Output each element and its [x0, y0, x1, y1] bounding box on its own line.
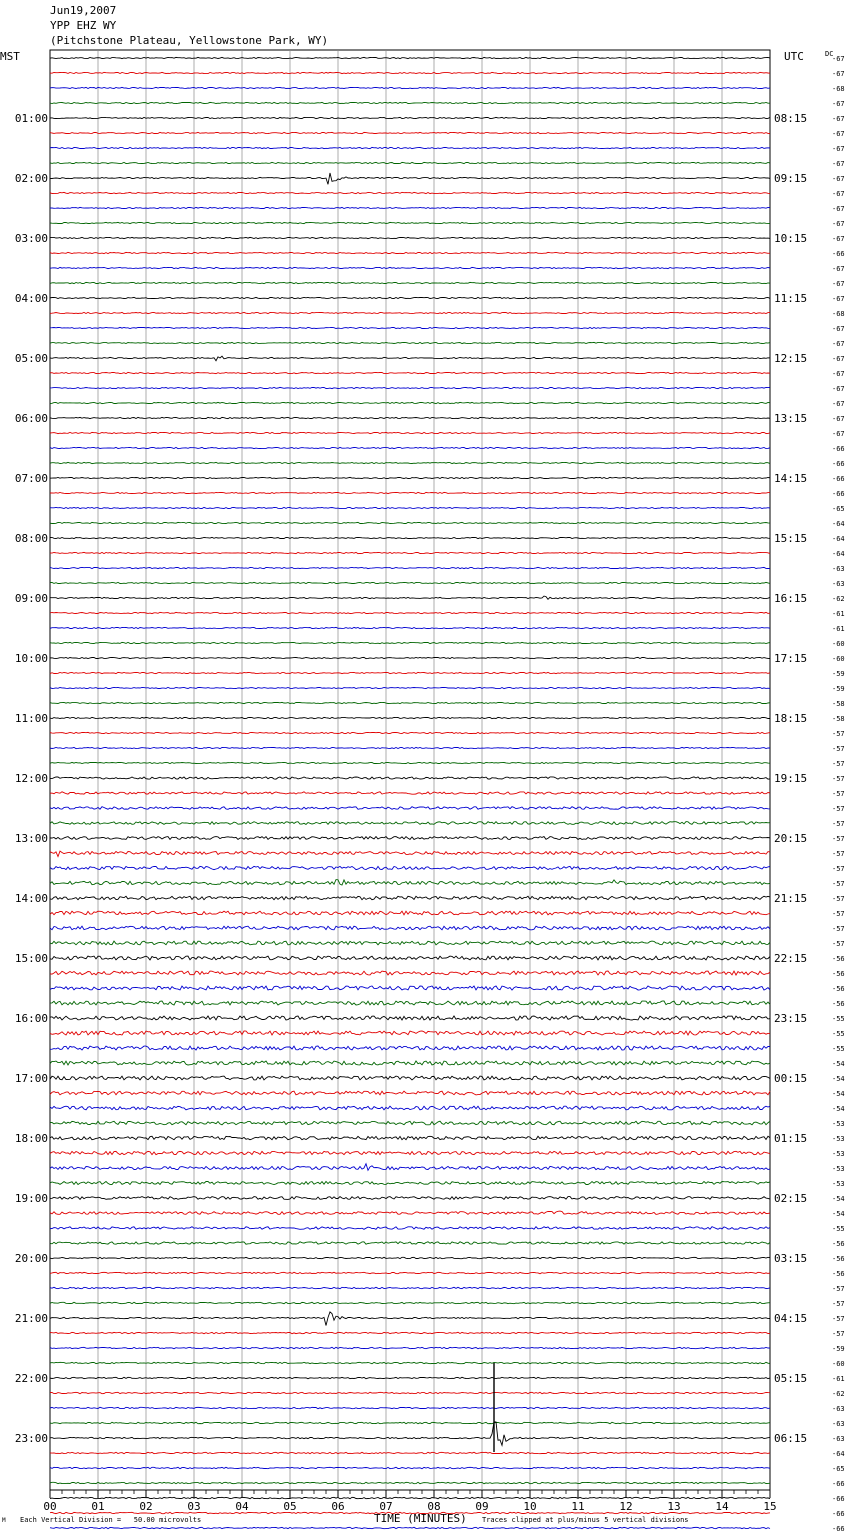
dc-offset-label: -57: [832, 1330, 845, 1338]
dc-offset-label: -66: [832, 490, 845, 498]
dc-offset-label: -67: [832, 430, 845, 438]
trace-line: [50, 971, 770, 975]
trace-line: [50, 1001, 770, 1005]
trace-line: [50, 297, 770, 298]
dc-offset-label: -56: [832, 1000, 845, 1008]
trace-line: [50, 102, 770, 103]
trace-line: [50, 477, 770, 478]
dc-offset-label: -60: [832, 1360, 845, 1368]
dc-offset-label: -54: [832, 1060, 845, 1068]
dc-offset-label: -67: [832, 205, 845, 213]
dc-offset-label: -57: [832, 850, 845, 858]
trace-line: [50, 777, 770, 779]
dc-offset-label: -61: [832, 610, 845, 618]
dc-offset-label: -56: [832, 985, 845, 993]
dc-offset-label: -54: [832, 1105, 845, 1113]
trace-line: [50, 911, 770, 915]
dc-offset-label: -56: [832, 955, 845, 963]
trace-line: [50, 1164, 770, 1171]
dc-offset-label: -66: [832, 1510, 845, 1518]
utc-hour-label: 12:15: [774, 352, 808, 365]
dc-offset-label: -57: [832, 880, 845, 888]
trace-line: [50, 1121, 770, 1125]
mst-hour-label: 20:00: [14, 1252, 48, 1265]
dc-offset-label: -67: [832, 280, 845, 288]
trace-line: [50, 552, 770, 553]
dc-offset-label: -60: [832, 655, 845, 663]
trace-line: [50, 492, 770, 493]
trace-line: [50, 1377, 770, 1378]
corner-mark: M: [2, 1517, 6, 1524]
utc-hour-label: 06:15: [774, 1432, 808, 1445]
mst-hour-label: 15:00: [14, 952, 48, 965]
dc-offset-label: -55: [832, 1045, 845, 1053]
dc-offset-label: -55: [832, 1015, 845, 1023]
x-tick-label: 11: [571, 1500, 585, 1513]
dc-offset-label: -67: [832, 400, 845, 408]
trace-line: [50, 1407, 770, 1408]
utc-hour-label: 13:15: [774, 412, 808, 425]
dc-offset-label: -67: [832, 415, 845, 423]
plot-frame: [50, 50, 770, 1490]
trace-line: [50, 1362, 770, 1363]
trace-line: [50, 447, 770, 448]
trace-line: [50, 1347, 770, 1348]
dc-offset-label: -56: [832, 1255, 845, 1263]
trace-line: [50, 72, 770, 73]
trace-line: [50, 792, 770, 794]
utc-label: UTC: [784, 50, 804, 63]
dc-offset-label: -64: [832, 1450, 845, 1458]
trace-line: [50, 1197, 770, 1200]
dc-offset-label: -67: [832, 355, 845, 363]
clip-note: Traces clipped at plus/minus 5 vertical divisions: [482, 1516, 689, 1524]
dc-offset-label: -58: [832, 700, 845, 708]
trace-line: [50, 880, 770, 885]
dc-offset-label: -57: [832, 820, 845, 828]
trace-line: [50, 1046, 770, 1050]
x-tick-label: 02: [139, 1500, 153, 1513]
utc-hour-label: 09:15: [774, 172, 808, 185]
trace-line: [50, 1016, 770, 1020]
dc-offset-label: -67: [832, 115, 845, 123]
trace-line: [50, 372, 770, 373]
trace-line: [50, 612, 770, 613]
utc-hour-label: 15:15: [774, 532, 808, 545]
utc-hour-label: 02:15: [774, 1192, 808, 1205]
trace-line: [50, 732, 770, 733]
x-tick-label: 04: [235, 1500, 249, 1513]
dc-offset-label: -67: [832, 325, 845, 333]
x-tick-label: 05: [283, 1500, 297, 1513]
trace-line: [50, 1497, 770, 1498]
dc-offset-label: -64: [832, 550, 845, 558]
mst-hour-label: 01:00: [14, 112, 48, 125]
dc-offset-label: -62: [832, 1390, 845, 1398]
trace-line: [50, 717, 770, 718]
dc-offset-label: -56: [832, 970, 845, 978]
dc-offset-label: -53: [832, 1165, 845, 1173]
dc-offset-label: -67: [832, 370, 845, 378]
dc-offset-label: -53: [832, 1180, 845, 1188]
utc-hour-label: 22:15: [774, 952, 808, 965]
dc-offset-label: -67: [832, 385, 845, 393]
dc-offset-label: -58: [832, 715, 845, 723]
trace-line: [50, 522, 770, 523]
utc-hour-label: 17:15: [774, 652, 808, 665]
trace-line: [50, 327, 770, 328]
x-axis-title: TIME (MINUTES): [374, 1512, 467, 1525]
trace-line: [50, 1182, 770, 1185]
trace-line: [50, 1091, 770, 1095]
trace-line: [50, 1422, 770, 1445]
trace-line: [50, 596, 770, 599]
utc-hour-label: 05:15: [774, 1372, 808, 1385]
dc-offset-label: -57: [832, 730, 845, 738]
dc-offset-label: -66: [832, 1480, 845, 1488]
dc-offset-label: -57: [832, 760, 845, 768]
trace-line: [50, 672, 770, 673]
mst-hour-label: 12:00: [14, 772, 48, 785]
trace-line: [50, 702, 770, 703]
trace-line: [50, 192, 770, 193]
dc-offset-label: -67: [832, 145, 845, 153]
trace-line: [50, 627, 770, 628]
trace-line: [50, 762, 770, 763]
dc-offset-label: -66: [832, 475, 845, 483]
utc-hour-label: 10:15: [774, 232, 808, 245]
trace-line: [50, 956, 770, 960]
dc-offset-label: -59: [832, 685, 845, 693]
utc-hour-label: 08:15: [774, 112, 808, 125]
mst-hour-label: 02:00: [14, 172, 48, 185]
dc-offset-label: -57: [832, 745, 845, 753]
mst-hour-label: 10:00: [14, 652, 48, 665]
trace-line: [50, 1467, 770, 1468]
dc-offset-label: -57: [832, 805, 845, 813]
x-tick-label: 09: [475, 1500, 489, 1513]
trace-line: [50, 896, 770, 899]
mst-hour-label: 17:00: [14, 1072, 48, 1085]
trace-line: [50, 87, 770, 88]
trace-line: [50, 57, 770, 58]
trace-line: [50, 1257, 770, 1258]
trace-line: [50, 537, 770, 538]
trace-line: [50, 356, 770, 361]
dc-offset-label: -67: [832, 265, 845, 273]
utc-hour-label: 14:15: [774, 472, 808, 485]
trace-line: [50, 507, 770, 508]
trace-line: [50, 807, 770, 810]
trace-line: [50, 1076, 770, 1080]
dc-offset-label: -64: [832, 535, 845, 543]
chart-station: YPP EHZ WY: [50, 19, 117, 32]
dc-offset-label: -67: [832, 340, 845, 348]
trace-line: [50, 117, 770, 118]
dc-offset-label: -66: [832, 1495, 845, 1503]
trace-line: [50, 1061, 770, 1065]
utc-hour-label: 19:15: [774, 772, 808, 785]
trace-line: [50, 162, 770, 163]
trace-line: [50, 267, 770, 268]
dc-header: DC: [825, 50, 834, 58]
utc-hour-label: 16:15: [774, 592, 808, 605]
mst-hour-label: 08:00: [14, 532, 48, 545]
trace-line: [50, 417, 770, 418]
trace-line: [50, 941, 770, 945]
dc-offset-label: -63: [832, 1435, 845, 1443]
dc-offset-label: -62: [832, 595, 845, 603]
trace-line: [50, 402, 770, 403]
trace-line: [50, 1302, 770, 1303]
mst-hour-label: 07:00: [14, 472, 48, 485]
dc-offset-label: -63: [832, 1405, 845, 1413]
trace-line: [50, 1287, 770, 1288]
utc-hour-label: 03:15: [774, 1252, 808, 1265]
x-tick-label: 00: [43, 1500, 57, 1513]
mst-label: MST: [0, 50, 20, 63]
dc-offset-label: -63: [832, 580, 845, 588]
trace-line: [50, 342, 770, 343]
dc-offset-label: -57: [832, 865, 845, 873]
chart-date: Jun19,2007: [50, 4, 117, 17]
utc-hour-label: 04:15: [774, 1312, 808, 1325]
trace-line: [50, 837, 770, 840]
utc-hour-label: 01:15: [774, 1132, 808, 1145]
trace-line: [50, 173, 770, 184]
trace-line: [50, 1332, 770, 1333]
mst-hour-label: 09:00: [14, 592, 48, 605]
dc-offset-label: -57: [832, 895, 845, 903]
mst-hour-label: 23:00: [14, 1432, 48, 1445]
mst-hour-label: 19:00: [14, 1192, 48, 1205]
trace-line: [50, 657, 770, 658]
dc-offset-label: -54: [832, 1090, 845, 1098]
dc-offset-label: -66: [832, 250, 845, 258]
dc-offset-label: -53: [832, 1120, 845, 1128]
dc-offset-label: -53: [832, 1150, 845, 1158]
x-tick-label: 06: [331, 1500, 345, 1513]
trace-line: [50, 237, 770, 238]
trace-line: [50, 1031, 770, 1035]
trace-line: [50, 432, 770, 433]
utc-hour-label: 00:15: [774, 1072, 808, 1085]
utc-hour-label: 21:15: [774, 892, 808, 905]
dc-offset-label: -65: [832, 1465, 845, 1473]
x-tick-label: 08: [427, 1500, 441, 1513]
utc-hour-label: 18:15: [774, 712, 808, 725]
dc-offset-label: -57: [832, 790, 845, 798]
x-tick-label: 15: [763, 1500, 777, 1513]
mst-hour-label: 22:00: [14, 1372, 48, 1385]
trace-line: [50, 1136, 770, 1139]
dc-offset-label: -54: [832, 1195, 845, 1203]
dc-offset-label: -55: [832, 1225, 845, 1233]
mst-hour-label: 06:00: [14, 412, 48, 425]
mst-hour-label: 04:00: [14, 292, 48, 305]
trace-line: [50, 252, 770, 253]
trace-line: [50, 747, 770, 748]
dc-offset-label: -56: [832, 1270, 845, 1278]
trace-line: [50, 822, 770, 825]
trace-line: [50, 222, 770, 223]
mst-hour-label: 13:00: [14, 832, 48, 845]
dc-offset-label: -65: [832, 505, 845, 513]
dc-offset-label: -67: [832, 130, 845, 138]
trace-line: [50, 1452, 770, 1453]
dc-offset-label: -67: [832, 160, 845, 168]
mst-hour-label: 18:00: [14, 1132, 48, 1145]
dc-offset-label: -57: [832, 1315, 845, 1323]
trace-line: [50, 312, 770, 313]
utc-hour-label: 20:15: [774, 832, 808, 845]
trace-line: [50, 1227, 770, 1230]
trace-line: [50, 851, 770, 856]
x-tick-label: 12: [619, 1500, 633, 1513]
chart-location: (Pitchstone Plateau, Yellowstone Park, WY): [50, 34, 329, 47]
trace-line: [50, 147, 770, 148]
dc-offset-label: -67: [832, 55, 845, 63]
trace-line: [50, 1151, 770, 1154]
dc-offset-label: -57: [832, 940, 845, 948]
x-tick-label: 01: [91, 1500, 105, 1513]
trace-line: [50, 866, 770, 869]
dc-offset-label: -54: [832, 1075, 845, 1083]
dc-offset-label: -55: [832, 1030, 845, 1038]
dc-offset-label: -67: [832, 175, 845, 183]
dc-offset-label: -54: [832, 1210, 845, 1218]
dc-offset-label: -57: [832, 775, 845, 783]
dc-offset-label: -66: [832, 1525, 845, 1533]
trace-line: [50, 387, 770, 388]
x-tick-label: 13: [667, 1500, 681, 1513]
trace-line: [50, 567, 770, 568]
dc-offset-label: -68: [832, 85, 845, 93]
dc-offset-label: -66: [832, 460, 845, 468]
trace-line: [50, 1272, 770, 1273]
utc-hour-label: 23:15: [774, 1012, 808, 1025]
dc-offset-label: -57: [832, 1300, 845, 1308]
mst-hour-label: 14:00: [14, 892, 48, 905]
utc-hour-label: 11:15: [774, 292, 808, 305]
mst-hour-label: 05:00: [14, 352, 48, 365]
dc-offset-label: -57: [832, 925, 845, 933]
x-tick-label: 14: [715, 1500, 729, 1513]
trace-line: [50, 642, 770, 643]
trace-line: [50, 1211, 770, 1214]
dc-offset-label: -61: [832, 625, 845, 633]
dc-offset-label: -67: [832, 295, 845, 303]
trace-line: [50, 1482, 770, 1483]
trace-line: [50, 462, 770, 463]
dc-offset-label: -67: [832, 220, 845, 228]
dc-offset-label: -53: [832, 1135, 845, 1143]
mst-hour-label: 21:00: [14, 1312, 48, 1325]
x-tick-label: 07: [379, 1500, 393, 1513]
trace-line: [50, 687, 770, 688]
dc-offset-label: -56: [832, 1240, 845, 1248]
dc-offset-label: -59: [832, 670, 845, 678]
mst-hour-label: 11:00: [14, 712, 48, 725]
dc-offset-label: -61: [832, 1375, 845, 1383]
dc-offset-label: -59: [832, 1345, 845, 1353]
dc-offset-label: -57: [832, 835, 845, 843]
trace-line: [50, 986, 770, 990]
trace-line: [50, 926, 770, 930]
mst-hour-label: 16:00: [14, 1012, 48, 1025]
dc-offset-label: -66: [832, 445, 845, 453]
dc-offset-label: -68: [832, 310, 845, 318]
trace-line: [50, 1106, 770, 1110]
trace-line: [50, 132, 770, 133]
dc-offset-label: -67: [832, 190, 845, 198]
trace-line: [50, 1392, 770, 1393]
trace-line: [50, 1527, 770, 1528]
dc-offset-label: -63: [832, 565, 845, 573]
dc-offset-label: -67: [832, 100, 845, 108]
x-tick-label: 10: [523, 1500, 537, 1513]
trace-line: [50, 1242, 770, 1244]
trace-line: [50, 282, 770, 283]
dc-offset-label: -60: [832, 640, 845, 648]
dc-offset-label: -67: [832, 70, 845, 78]
trace-line: [50, 1422, 770, 1423]
x-tick-label: 03: [187, 1500, 201, 1513]
trace-line: [50, 1312, 770, 1326]
mst-hour-label: 03:00: [14, 232, 48, 245]
dc-offset-label: -57: [832, 910, 845, 918]
dc-offset-label: -67: [832, 235, 845, 243]
trace-line: [50, 207, 770, 208]
trace-line: [50, 582, 770, 583]
dc-offset-label: -63: [832, 1420, 845, 1428]
vertical-division-note: Each Vertical Division = 50.00 microvolts: [20, 1516, 202, 1524]
dc-offset-label: -64: [832, 520, 845, 528]
dc-offset-label: -57: [832, 1285, 845, 1293]
